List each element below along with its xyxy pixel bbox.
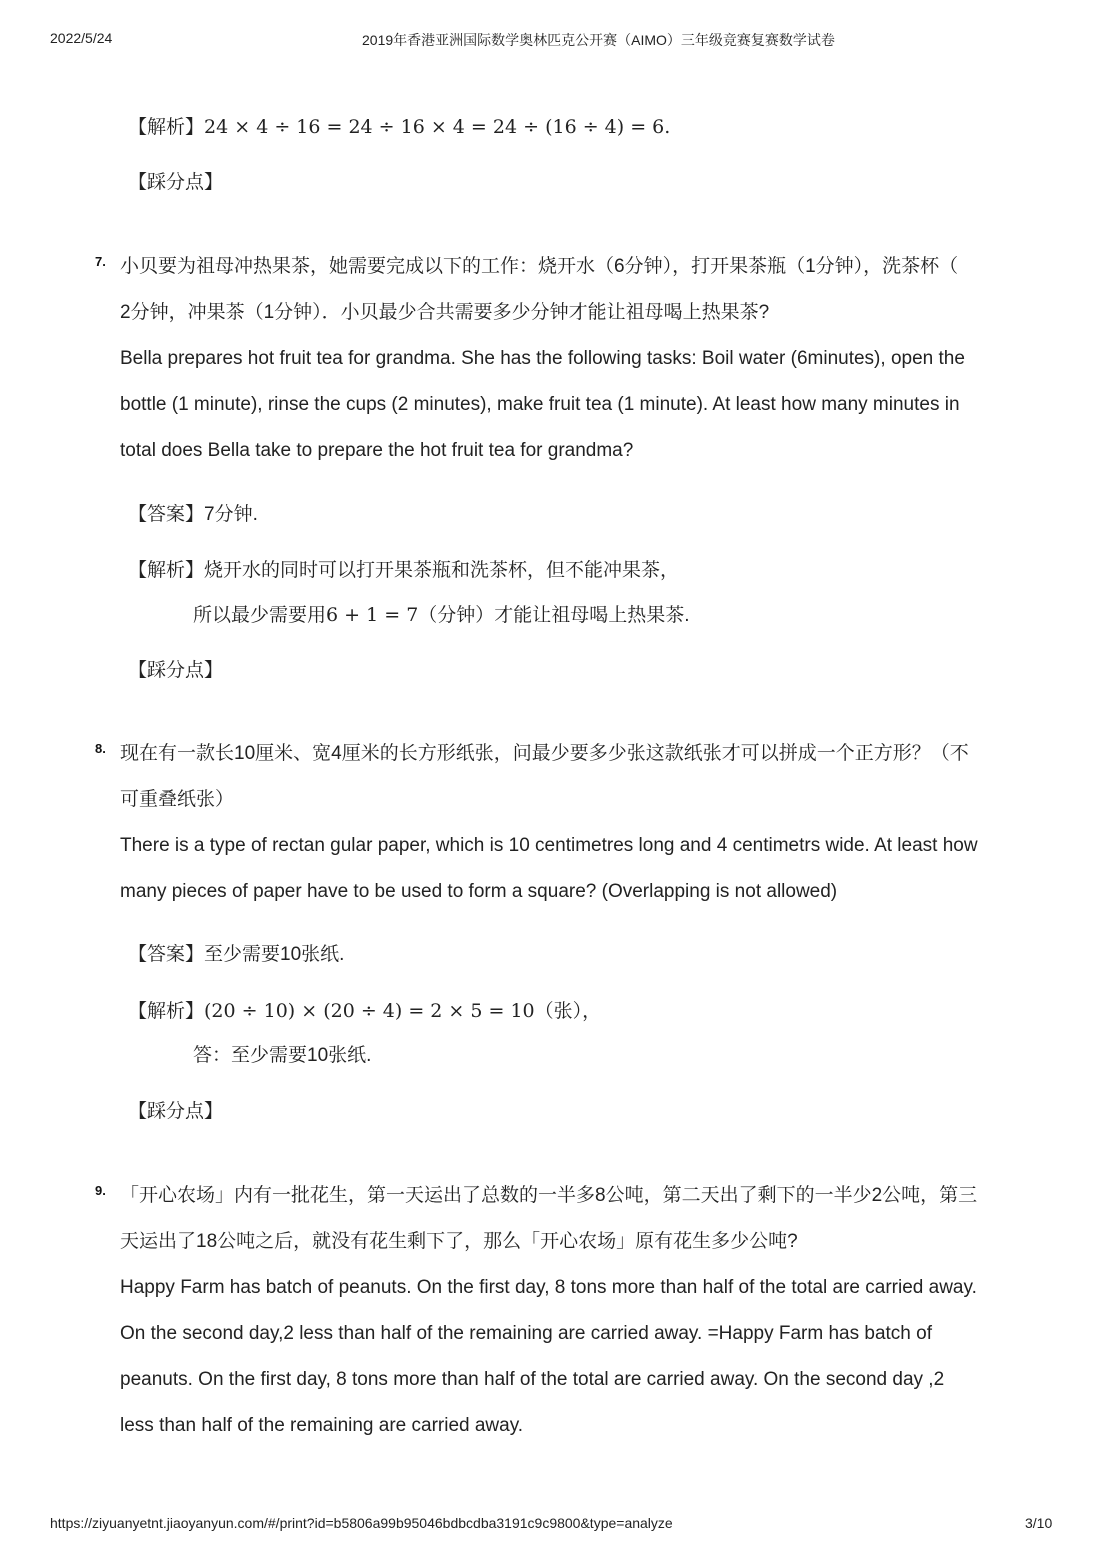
q7-analysis-line2-math: 6 + 1 = 7 bbox=[326, 604, 419, 626]
q8-points-label: 【踩分点】 bbox=[128, 1101, 224, 1122]
q8-en-line1: There is a type of rectan gular paper, which is 10 centimetres long and 4 centimetrs wide. At least how bbox=[120, 835, 978, 856]
q7-cn-line2: 2分钟，冲果茶（1分钟）．小贝最少合共需要多少分钟才能让祖母喝上热果茶? bbox=[120, 302, 770, 323]
q6-analysis bbox=[128, 114, 670, 141]
q9-en-line3: peanuts. On the first day, 8 tons more than half of the total are carried away. On the second day ,2 bbox=[120, 1369, 945, 1390]
q7-analysis-line2 bbox=[193, 602, 690, 629]
q8-analysis-post: （张）， bbox=[534, 1001, 602, 1022]
footer-page-number: 3/10 bbox=[1025, 1515, 1053, 1531]
q6-analysis-math: 24 × 4 ÷ 16 = 24 ÷ 16 × 4 = 24 ÷ (16 ÷ 4) = 6 bbox=[204, 116, 665, 138]
q7-cn-line1: 小贝要为祖母冲热果茶，她需要完成以下的工作：烧开水（6分钟），打开果茶瓶（1分钟），洗茶杯（ bbox=[120, 256, 959, 277]
q8-cn-line2: 可重叠纸张） bbox=[120, 789, 235, 810]
q9-en-line4: less than half of the remaining are carried away. bbox=[120, 1415, 524, 1436]
q6-analysis-label: 【解析】 bbox=[128, 117, 205, 138]
q9-en-line2: On the second day,2 less than half of the remaining are carried away. =Happy Farm has batch of bbox=[120, 1323, 932, 1344]
footer-url: https://ziyuanyetnt.jiaoyanyun.com/#/print?id=b5806a99b95046bdbcdba3191c9c9800&type=analyze bbox=[50, 1515, 673, 1531]
q7-analysis bbox=[128, 558, 679, 584]
q9-cn-line1: 「开心农场」内有一批花生，第一天运出了总数的一半多8公吨，第二天出了剩下的一半少2公吨，第三 bbox=[120, 1185, 978, 1206]
q7-en-line1: Bella prepares hot fruit tea for grandma. She has the following tasks: Boil water (6minutes), open the bbox=[120, 348, 965, 369]
q6-analysis-end: . bbox=[664, 116, 671, 138]
q7-en-line2: bottle (1 minute), rinse the cups (2 minutes), make fruit tea (1 minute). At least how many minutes in bbox=[120, 394, 960, 415]
q7-analysis-label: 【解析】 bbox=[128, 560, 205, 581]
q7-answer bbox=[128, 502, 258, 528]
q7-analysis-line1: 烧开水的同时可以打开果茶瓶和洗茶杯，但不能冲果茶， bbox=[204, 560, 680, 581]
header-date: 2022/5/24 bbox=[50, 30, 113, 46]
q7-en-line3: total does Bella take to prepare the hot fruit tea for grandma? bbox=[120, 440, 634, 461]
q7-analysis-line2-pre: 所以最少需要用 bbox=[193, 605, 327, 626]
q7-answer-text: 7分钟. bbox=[204, 504, 258, 525]
q7-points-label: 【踩分点】 bbox=[128, 660, 224, 681]
q8-analysis bbox=[128, 998, 601, 1025]
q8-cn-line1: 现在有一款长10厘米、宽4厘米的长方形纸张，问最少要多少张这款纸张才可以拼成一个正方形？（不 bbox=[120, 743, 969, 764]
q9-cn-line2: 天运出了18公吨之后，就没有花生剩下了，那么「开心农场」原有花生多少公吨? bbox=[120, 1231, 798, 1252]
q6-points-label: 【踩分点】 bbox=[128, 172, 224, 193]
q8-analysis-math: (20 ÷ 10) × (20 ÷ 4) = 2 × 5 = 10 bbox=[204, 1000, 535, 1022]
header-title: 2019年香港亚洲国际数学奥林匹克公开赛（AIMO）三年级竞赛复赛数学试卷 bbox=[362, 32, 835, 48]
q8-answer-label: 【答案】 bbox=[128, 944, 205, 965]
q7-number: 7. bbox=[95, 254, 106, 269]
q8-en-line2: many pieces of paper have to be used to form a square? (Overlapping is not allowed) bbox=[120, 881, 838, 902]
q8-number: 8. bbox=[95, 741, 106, 756]
q8-answer-text: 至少需要10张纸. bbox=[204, 944, 345, 965]
q7-analysis-line2-post: （分钟）才能让祖母喝上热果茶. bbox=[418, 605, 690, 626]
q9-en-line1: Happy Farm has batch of peanuts. On the first day, 8 tons more than half of the total are carried away. bbox=[120, 1277, 977, 1298]
q8-analysis-line2: 答：至少需要10张纸. bbox=[193, 1045, 372, 1066]
q9-number: 9. bbox=[95, 1183, 106, 1198]
q8-answer bbox=[128, 942, 344, 968]
q8-analysis-label: 【解析】 bbox=[128, 1001, 205, 1022]
q7-answer-label: 【答案】 bbox=[128, 504, 205, 525]
